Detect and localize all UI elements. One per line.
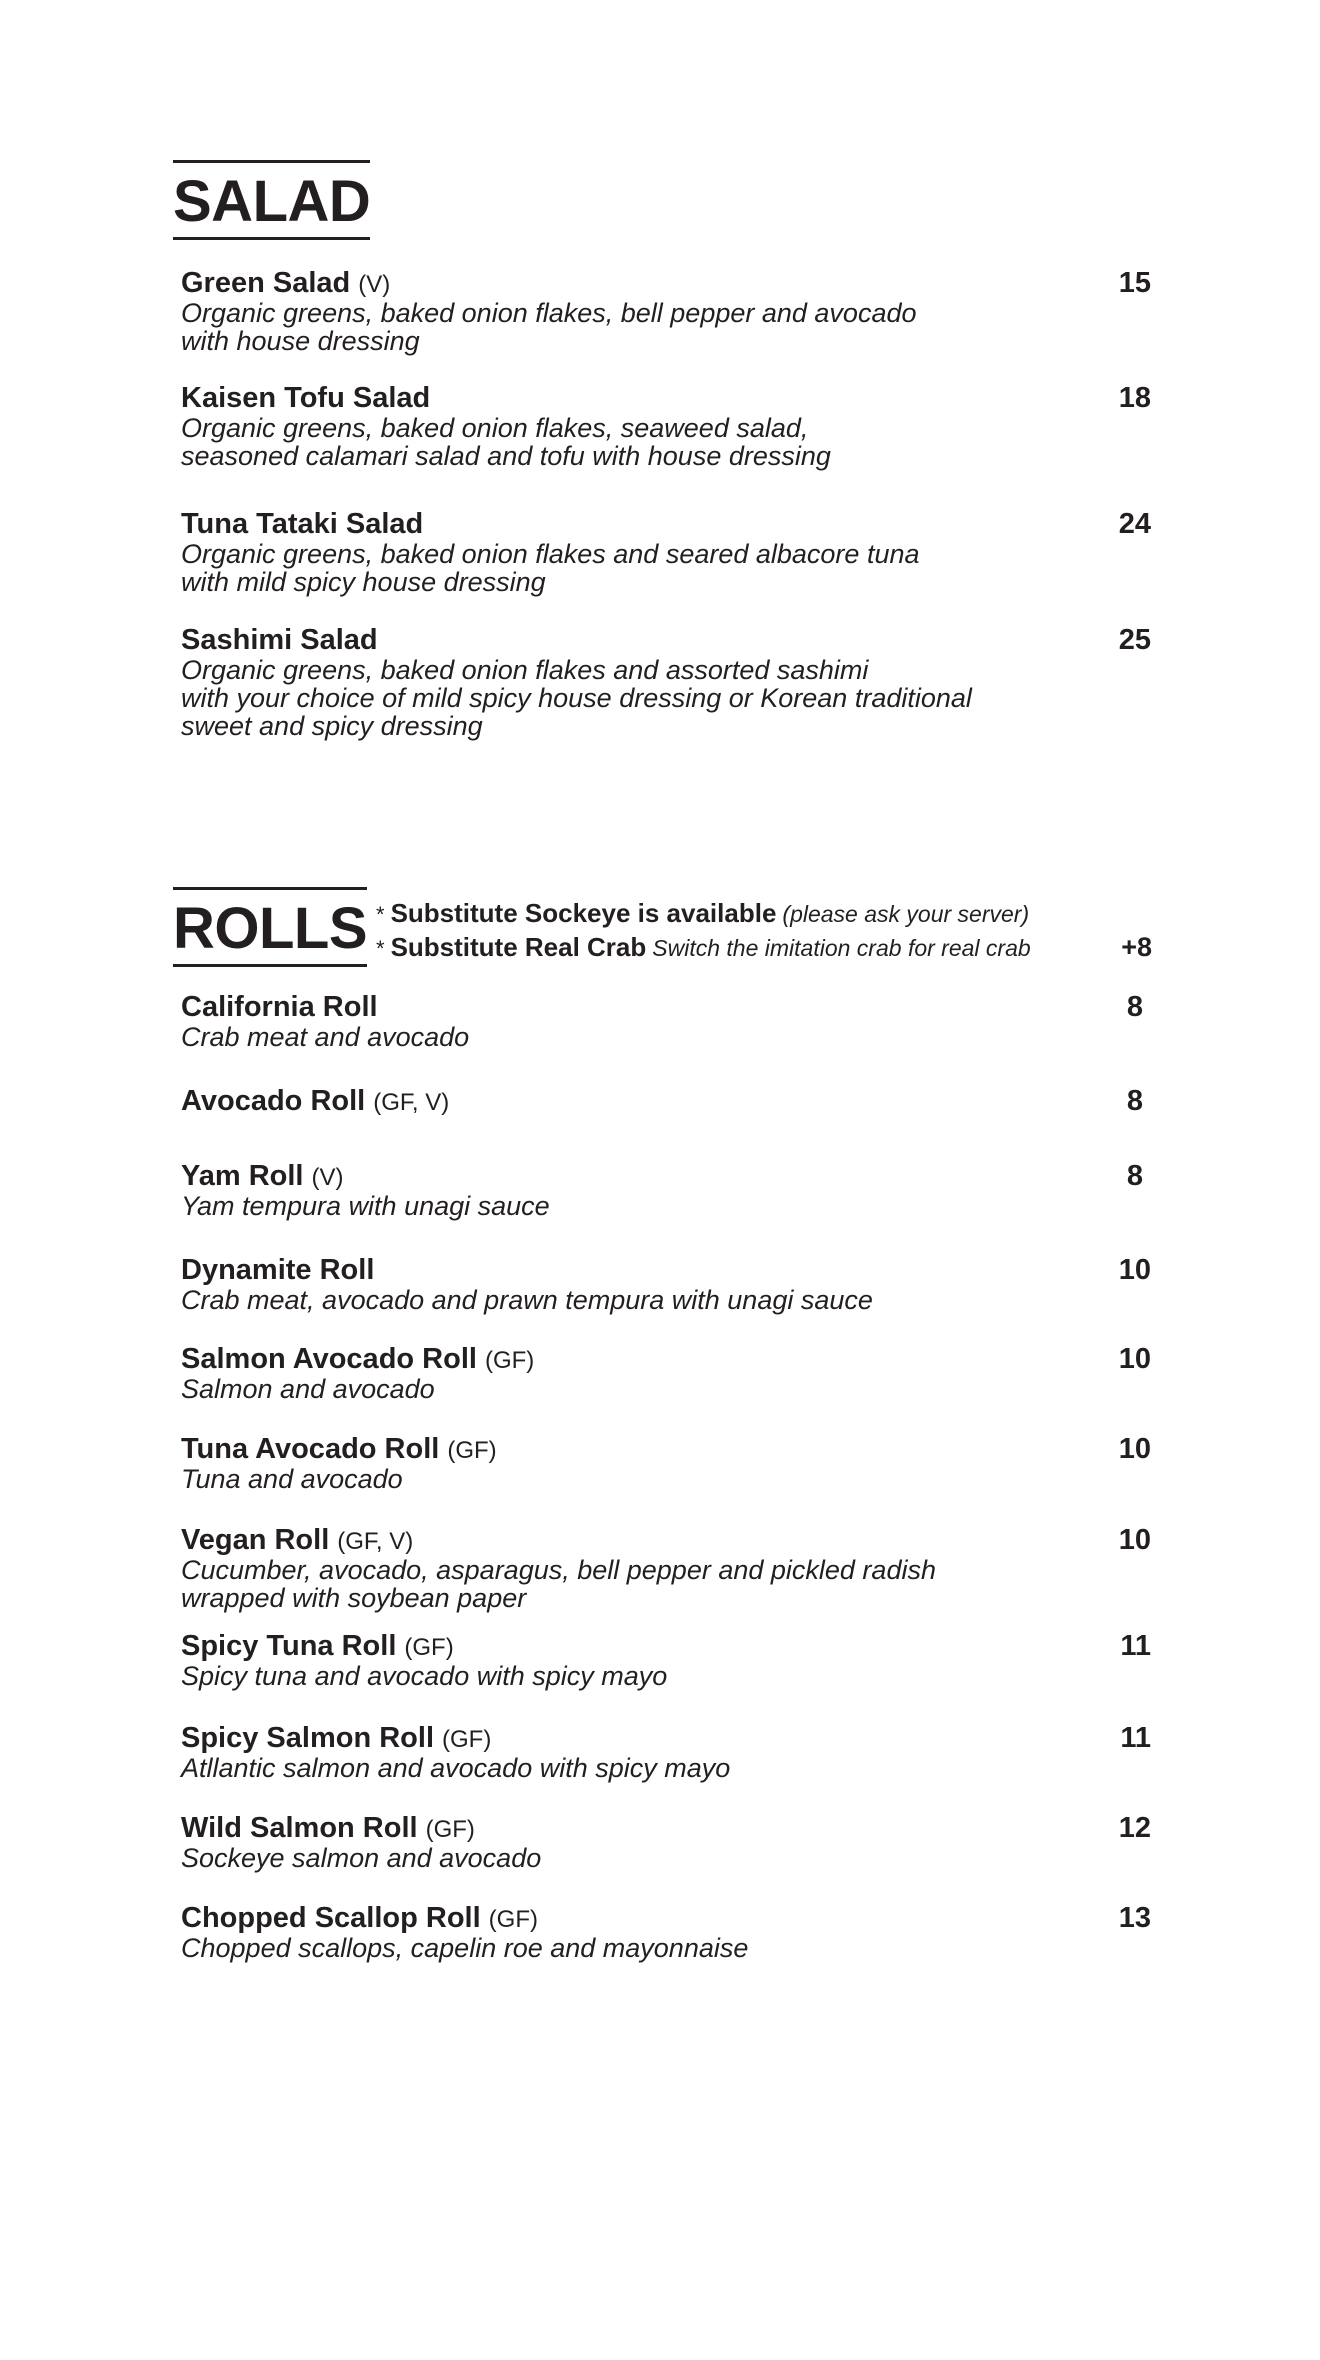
item-description xyxy=(181,1754,1041,1782)
item-description xyxy=(181,1662,1041,1690)
item-price: 11 xyxy=(1120,1630,1151,1662)
item-name: Salmon Avocado Roll xyxy=(181,1343,477,1375)
item-price: 10 xyxy=(1118,1433,1151,1465)
item-description xyxy=(181,1556,1041,1612)
item-name: Avocado Roll xyxy=(181,1085,366,1117)
item-diet-tag: (GF, V) xyxy=(373,1089,450,1116)
menu-item-yam-roll xyxy=(181,1160,1151,1220)
item-description-line: Tuna and avocado xyxy=(181,1464,403,1494)
item-name: Yam Roll xyxy=(181,1160,304,1192)
menu-item-chopped-scallop-roll xyxy=(181,1902,1151,1962)
item-diet-tag: (V) xyxy=(358,271,391,298)
item-price: 15 xyxy=(1118,267,1151,299)
item-diet-tag: (GF, V) xyxy=(337,1528,414,1555)
item-name: Tuna Avocado Roll xyxy=(181,1433,440,1465)
item-description-line: seasoned calamari salad and tofu with house dressing xyxy=(181,441,831,471)
item-diet-tag: (GF) xyxy=(404,1634,454,1661)
item-description xyxy=(181,1844,1041,1872)
item-description-line: with house dressing xyxy=(181,326,420,356)
item-name: Sashimi Salad xyxy=(181,624,378,656)
item-description xyxy=(181,540,1041,596)
item-price: 10 xyxy=(1118,1524,1151,1556)
menu-item-spicy-salmon-roll xyxy=(181,1722,1151,1782)
item-diet-tag: (GF) xyxy=(488,1906,538,1933)
item-name: Spicy Tuna Roll xyxy=(181,1630,397,1662)
item-description-line: Organic greens, baked onion flakes, bell pepper and avocado xyxy=(181,298,917,328)
item-name: Wild Salmon Roll xyxy=(181,1812,418,1844)
asterisk: * xyxy=(376,902,385,927)
item-price: 18 xyxy=(1118,382,1151,414)
note-title: Substitute Sockeye is available xyxy=(390,898,777,928)
item-description-line: Spicy tuna and avocado with spicy mayo xyxy=(181,1661,668,1691)
item-description-line: Chopped scallops, capelin roe and mayonnaise xyxy=(181,1933,749,1963)
menu-item-tuna-tataki-salad xyxy=(181,508,1151,596)
menu-item-sashimi-salad xyxy=(181,624,1151,740)
menu-item-vegan-roll xyxy=(181,1524,1151,1612)
item-description xyxy=(181,1465,1041,1493)
item-price: 11 xyxy=(1120,1722,1151,1754)
item-name: Green Salad xyxy=(181,267,351,299)
item-description-line: with mild spicy house dressing xyxy=(181,567,546,597)
item-diet-tag: (GF) xyxy=(442,1726,492,1753)
item-price: 8 xyxy=(1126,991,1143,1023)
item-description-line: wrapped with soybean paper xyxy=(181,1583,527,1613)
item-name: Spicy Salmon Roll xyxy=(181,1722,434,1754)
substitute-sockeye-note xyxy=(376,897,1156,929)
menu-item-spicy-tuna-roll xyxy=(181,1630,1151,1690)
item-description-line: Crab meat, avocado and prawn tempura with unagi sauce xyxy=(181,1285,873,1315)
note-detail: Switch the imitation crab for real crab xyxy=(652,935,1031,961)
note-price: +8 xyxy=(1121,932,1152,962)
item-name: Chopped Scallop Roll xyxy=(181,1902,481,1934)
item-price: 8 xyxy=(1126,1160,1143,1192)
item-name: Kaisen Tofu Salad xyxy=(181,382,431,414)
item-price: 10 xyxy=(1118,1254,1151,1286)
item-description xyxy=(181,1192,1041,1220)
item-price: 10 xyxy=(1118,1343,1151,1375)
menu-item-green-salad xyxy=(181,267,1151,355)
item-description xyxy=(181,656,1041,740)
item-description-line: Organic greens, baked onion flakes and seared albacore tuna xyxy=(181,539,920,569)
item-description-line: with your choice of mild spicy house dressing or Korean traditional xyxy=(181,683,972,713)
menu-item-wild-salmon-roll xyxy=(181,1812,1151,1872)
item-name: California Roll xyxy=(181,991,378,1023)
item-diet-tag: (GF) xyxy=(447,1437,497,1464)
item-diet-tag: (GF) xyxy=(484,1347,535,1374)
menu-item-tuna-avocado-roll xyxy=(181,1433,1151,1493)
menu-item-kaisen-tofu-salad xyxy=(181,382,1151,470)
item-price: 12 xyxy=(1118,1812,1151,1844)
item-description xyxy=(181,1023,1041,1051)
item-description-line: Atllantic salmon and avocado with spicy mayo xyxy=(181,1753,731,1783)
item-description-line: Organic greens, baked onion flakes, seaweed salad, xyxy=(181,413,809,443)
item-name: Dynamite Roll xyxy=(181,1254,375,1286)
item-price: 24 xyxy=(1118,508,1151,540)
item-price: 25 xyxy=(1118,624,1151,656)
item-description-line: sweet and spicy dressing xyxy=(181,711,483,741)
item-description-line: Sockeye salmon and avocado xyxy=(181,1843,542,1873)
menu-item-dynamite-roll xyxy=(181,1254,1151,1314)
note-detail: (please ask your server) xyxy=(782,901,1030,927)
asterisk: * xyxy=(376,936,385,961)
salad-section-title: SALAD xyxy=(173,160,370,240)
item-price: 8 xyxy=(1126,1085,1143,1117)
item-description-line: Cucumber, avocado, asparagus, bell pepper and pickled radish xyxy=(181,1555,936,1585)
item-description xyxy=(181,414,1041,470)
item-description-line: Yam tempura with unagi sauce xyxy=(181,1191,550,1221)
item-description xyxy=(181,1934,1041,1962)
item-description-line: Crab meat and avocado xyxy=(181,1022,470,1052)
menu-item-salmon-avocado-roll xyxy=(181,1343,1151,1403)
item-price: 13 xyxy=(1118,1902,1151,1934)
menu-item-california-roll xyxy=(181,991,1151,1051)
item-description-line: Organic greens, baked onion flakes and assorted sashimi xyxy=(181,655,869,685)
item-name: Vegan Roll xyxy=(181,1524,330,1556)
item-description xyxy=(181,1375,1041,1403)
item-name: Tuna Tataki Salad xyxy=(181,508,424,540)
substitute-real-crab-note xyxy=(376,931,1156,963)
item-description-line: Salmon and avocado xyxy=(181,1374,435,1404)
item-diet-tag: (GF) xyxy=(425,1816,475,1843)
item-description xyxy=(181,299,1041,355)
item-description xyxy=(181,1286,1041,1314)
note-title: Substitute Real Crab xyxy=(390,932,647,962)
menu-item-avocado-roll xyxy=(181,1085,1151,1117)
rolls-section-title: ROLLS xyxy=(173,887,367,967)
item-diet-tag: (V) xyxy=(311,1164,344,1191)
